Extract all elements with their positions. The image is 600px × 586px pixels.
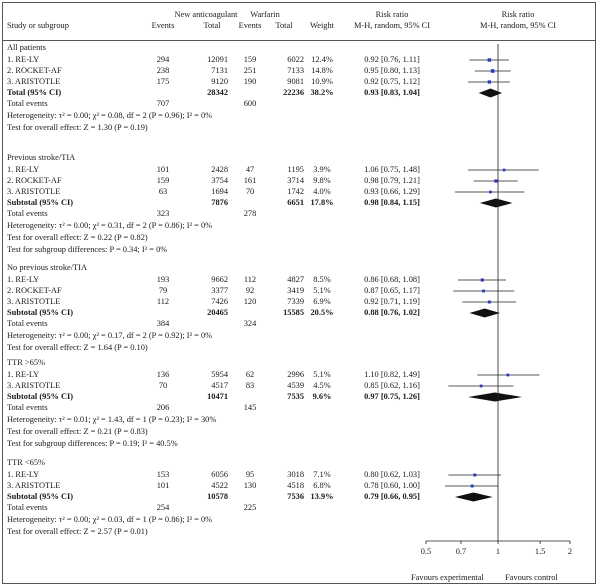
weight-value: 9.8% xyxy=(313,176,331,185)
header-warfarin-total: Total xyxy=(275,21,293,30)
study-name: 2. ROCKET-AF xyxy=(7,176,62,185)
warfarin-total-value: 3018 xyxy=(287,470,304,479)
warfarin-total-value: 4518 xyxy=(287,481,304,490)
weight-value: 5.1% xyxy=(313,370,331,379)
subtotal-ci: 0.88 [0.76, 1.02] xyxy=(364,308,420,317)
study-name: 3. ARISTOTLE xyxy=(7,297,61,306)
x-axis-tick-label: 1.5 xyxy=(534,547,546,556)
header-study-column: Study or subgroup xyxy=(7,21,69,30)
subtotal-label: Subtotal (95% CI) xyxy=(7,392,74,401)
weight-value: 4.5% xyxy=(313,381,331,390)
subgroup-heading: No previous stroke/TIA xyxy=(7,263,88,272)
subtotal-new-total: 20465 xyxy=(207,308,228,317)
warfarin-events-value: 95 xyxy=(245,470,255,479)
warfarin-total-value: 1742 xyxy=(287,187,304,196)
header-new-anticoagulant: New anticoagulant xyxy=(174,10,238,19)
header-risk-ratio-method: M-H, random, 95% CI xyxy=(353,21,431,30)
study-name: 1. RE-LY xyxy=(7,165,40,174)
statistics-note: Heterogeneity: τ² = 0.01; χ² = 1.43, df = 1 (P = 0.23); I² = 30% xyxy=(7,415,217,424)
study-name: 3. ARISTOTLE xyxy=(7,481,61,490)
subtotal-warfarin-total: 22236 xyxy=(283,88,304,97)
new-total-value: 6056 xyxy=(211,470,228,479)
study-name: 3. ARISTOTLE xyxy=(7,381,61,390)
study-point xyxy=(488,301,491,304)
total-events-new: 384 xyxy=(156,319,170,328)
new-total-value: 4522 xyxy=(211,481,228,490)
risk-ratio-ci-value: 0.92 [0.75, 1.12] xyxy=(364,77,420,86)
study-name: 1. RE-LY xyxy=(7,370,40,379)
subtotal-warfarin-total: 7535 xyxy=(287,392,304,401)
subtotal-label: Subtotal (95% CI) xyxy=(7,198,74,207)
new-total-value: 7131 xyxy=(211,66,228,75)
subtotal-weight: 13.9% xyxy=(310,492,334,501)
warfarin-events-value: 62 xyxy=(245,370,255,379)
warfarin-events-value: 112 xyxy=(243,275,257,284)
risk-ratio-ci-value: 0.92 [0.71, 1.19] xyxy=(364,297,420,306)
warfarin-total-value: 3714 xyxy=(287,176,304,185)
total-events-warfarin: 145 xyxy=(243,403,257,412)
new-total-value: 9120 xyxy=(211,77,228,86)
weight-value: 7.1% xyxy=(313,470,331,479)
new-total-value: 12091 xyxy=(207,55,228,64)
study-name: 2. ROCKET-AF xyxy=(7,286,62,295)
favours-control-label: Favours control xyxy=(505,573,558,582)
subtotal-new-total: 7876 xyxy=(211,198,228,207)
subtotal-warfarin-total: 6651 xyxy=(287,198,304,207)
risk-ratio-ci-value: 0.86 [0.68, 1.08] xyxy=(364,275,420,284)
total-events-label: Total events xyxy=(7,209,48,218)
risk-ratio-ci-value: 0.87 [0.65, 1.17] xyxy=(364,286,420,295)
subtotal-weight: 17.8% xyxy=(310,198,334,207)
weight-value: 8.5% xyxy=(313,275,331,284)
subtotal-new-total: 10471 xyxy=(207,392,228,401)
subtotal-weight: 20.5% xyxy=(310,308,334,317)
study-point xyxy=(480,385,483,388)
warfarin-events-value: 130 xyxy=(243,481,257,490)
new-total-value: 1694 xyxy=(211,187,228,196)
risk-ratio-ci-value: 0.78 [0.60, 1.00] xyxy=(364,481,420,490)
x-axis-tick-label: 1 xyxy=(495,547,501,556)
statistics-note: Heterogeneity: τ² = 0.00; χ² = 0.17, df = 2 (P = 0.92); I² = 0% xyxy=(7,331,213,340)
new-total-value: 5954 xyxy=(211,370,228,379)
pooled-diamond xyxy=(479,89,502,98)
warfarin-total-value: 7339 xyxy=(287,297,304,306)
statistics-note: Test for subgroup differences: P = 0.19; I² = 40.5% xyxy=(7,439,178,448)
weight-value: 4.0% xyxy=(313,187,331,196)
risk-ratio-ci-value: 0.98 [0.79, 1.21] xyxy=(364,176,420,185)
new-total-value: 9662 xyxy=(211,275,228,284)
total-events-label: Total events xyxy=(7,503,48,512)
statistics-note: Test for overall effect: Z = 0.22 (P = 0.82) xyxy=(7,233,148,242)
warfarin-events-value: 190 xyxy=(243,77,257,86)
subgroup-heading: All patients xyxy=(7,43,46,52)
subtotal-label: Total (95% CI) xyxy=(7,88,62,97)
new-total-value: 3754 xyxy=(211,176,228,185)
favours-experimental-label: Favours experimental xyxy=(411,573,484,582)
risk-ratio-ci-value: 0.85 [0.62, 1.16] xyxy=(364,381,420,390)
header-plot-risk-ratio: Risk ratio xyxy=(501,10,535,19)
statistics-note: Heterogeneity: τ² = 0.00; χ² = 0.31, df = 2 (P = 0.86); I² = 0% xyxy=(7,221,213,230)
new-events-value: 112 xyxy=(156,297,170,306)
new-events-value: 238 xyxy=(156,66,170,75)
study-point xyxy=(506,374,509,377)
x-axis-tick-label: 0.7 xyxy=(455,547,467,556)
pooled-diamond xyxy=(469,309,500,318)
warfarin-total-value: 7133 xyxy=(287,66,304,75)
subgroup-heading: TTR <65% xyxy=(7,458,45,467)
new-events-value: 175 xyxy=(156,77,170,86)
new-events-value: 63 xyxy=(158,187,168,196)
total-events-warfarin: 324 xyxy=(243,319,257,328)
statistics-note: Test for overall effect: Z = 1.64 (P = 0.10) xyxy=(7,343,148,352)
total-events-new: 323 xyxy=(156,209,170,218)
header-plot-method: M-H, random, 95% CI xyxy=(479,21,557,30)
warfarin-events-value: 159 xyxy=(243,55,257,64)
study-point xyxy=(482,290,485,293)
header-weight: Weight xyxy=(310,21,334,30)
statistics-note: Heterogeneity: τ² = 0.00; χ² = 0.03, df = 1 (P = 0.86); I² = 0% xyxy=(7,515,213,524)
warfarin-total-value: 2996 xyxy=(287,370,304,379)
risk-ratio-ci-value: 0.80 [0.62, 1.03] xyxy=(364,470,420,479)
total-events-label: Total events xyxy=(7,403,48,412)
statistics-note: Test for overall effect: Z = 0.21 (P = 0.83) xyxy=(7,427,148,436)
warfarin-total-value: 4539 xyxy=(287,381,304,390)
total-events-new: 206 xyxy=(156,403,170,412)
pooled-diamond xyxy=(455,493,493,502)
total-events-warfarin: 278 xyxy=(243,209,257,218)
subgroup-heading: Previous stroke/TIA xyxy=(7,153,76,162)
weight-value: 14.8% xyxy=(311,66,333,75)
study-point xyxy=(494,179,497,182)
header-warfarin-events: Events xyxy=(238,21,262,30)
risk-ratio-ci-value: 0.95 [0.80, 1.13] xyxy=(364,66,420,75)
total-events-new: 707 xyxy=(156,99,170,108)
weight-value: 3.9% xyxy=(313,165,331,174)
study-point xyxy=(488,58,491,61)
warfarin-total-value: 3419 xyxy=(287,286,304,295)
subtotal-ci: 0.79 [0.66, 0.95] xyxy=(364,492,420,501)
warfarin-events-value: 161 xyxy=(243,176,257,185)
header-warfarin: Warfarin xyxy=(250,10,280,19)
total-events-new: 254 xyxy=(156,503,170,512)
subtotal-ci: 0.98 [0.84, 1.15] xyxy=(364,198,420,207)
warfarin-total-value: 9081 xyxy=(287,77,304,86)
new-total-value: 3377 xyxy=(211,286,228,295)
new-total-value: 2428 xyxy=(211,165,228,174)
risk-ratio-ci-value: 0.92 [0.76, 1.11] xyxy=(364,55,420,64)
subtotal-label: Subtotal (95% CI) xyxy=(7,492,74,501)
study-name: 1. RE-LY xyxy=(7,275,40,284)
warfarin-events-value: 83 xyxy=(245,381,255,390)
statistics-note: Test for subgroup differences: P = 0.34; I² = 0% xyxy=(7,245,168,254)
pooled-diamond xyxy=(468,393,522,402)
warfarin-total-value: 6022 xyxy=(287,55,304,64)
study-point xyxy=(489,191,492,194)
new-events-value: 79 xyxy=(158,286,168,295)
new-events-value: 70 xyxy=(158,381,168,390)
study-point xyxy=(488,80,491,83)
total-events-label: Total events xyxy=(7,319,48,328)
warfarin-events-value: 92 xyxy=(245,286,255,295)
subtotal-ci: 0.93 [0.83, 1.04] xyxy=(364,88,420,97)
warfarin-events-value: 251 xyxy=(243,66,257,75)
new-events-value: 153 xyxy=(156,470,170,479)
header-risk-ratio: Risk ratio xyxy=(375,10,409,19)
new-events-value: 159 xyxy=(156,176,170,185)
new-total-value: 7426 xyxy=(211,297,228,306)
risk-ratio-ci-value: 1.06 [0.75, 1.48] xyxy=(364,165,420,174)
subtotal-warfarin-total: 15585 xyxy=(283,308,304,317)
statistics-note: Test for overall effect: Z = 1.30 (P = 0.19) xyxy=(7,123,148,132)
statistics-note: Heterogeneity: τ² = 0.00; χ² = 0.08, df = 2 (P = 0.96); I² = 0% xyxy=(7,111,213,120)
subtotal-weight: 38.2% xyxy=(310,88,334,97)
subtotal-weight: 9.6% xyxy=(312,392,332,401)
warfarin-events-value: 70 xyxy=(245,187,255,196)
new-events-value: 101 xyxy=(156,481,170,490)
warfarin-events-value: 47 xyxy=(245,165,255,174)
subgroup-heading: TTR >65% xyxy=(7,358,45,367)
risk-ratio-ci-value: 1.10 [0.82, 1.49] xyxy=(364,370,420,379)
new-total-value: 4517 xyxy=(211,381,228,390)
pooled-diamond xyxy=(480,199,513,208)
warfarin-total-value: 1195 xyxy=(287,165,304,174)
study-point xyxy=(491,69,495,73)
total-events-label: Total events xyxy=(7,99,48,108)
weight-value: 5.1% xyxy=(313,286,331,295)
new-events-value: 136 xyxy=(156,370,170,379)
weight-value: 6.8% xyxy=(313,481,331,490)
study-name: 1. RE-LY xyxy=(7,55,40,64)
weight-value: 6.9% xyxy=(313,297,331,306)
weight-value: 10.9% xyxy=(311,77,333,86)
study-point xyxy=(481,278,484,281)
statistics-note: Test for overall effect: Z = 2.57 (P = 0.01) xyxy=(7,527,148,536)
warfarin-total-value: 4827 xyxy=(287,275,304,284)
new-events-value: 294 xyxy=(156,55,170,64)
header-new-total: Total xyxy=(203,21,221,30)
weight-value: 12.4% xyxy=(311,55,333,64)
study-name: 2. ROCKET-AF xyxy=(7,66,62,75)
study-point xyxy=(473,474,476,477)
new-events-value: 193 xyxy=(156,275,170,284)
study-name: 1. RE-LY xyxy=(7,470,40,479)
warfarin-events-value: 120 xyxy=(243,297,257,306)
subtotal-label: Subtotal (95% CI) xyxy=(7,308,74,317)
total-events-warfarin: 225 xyxy=(243,503,257,512)
subtotal-new-total: 10578 xyxy=(207,492,228,501)
new-events-value: 101 xyxy=(156,165,170,174)
x-axis-tick-label: 2 xyxy=(567,547,573,556)
study-point xyxy=(471,485,474,488)
subtotal-warfarin-total: 7536 xyxy=(287,492,304,501)
study-name: 3. ARISTOTLE xyxy=(7,187,61,196)
x-axis-tick-label: 0.5 xyxy=(420,547,432,556)
subtotal-ci: 0.97 [0.75, 1.26] xyxy=(364,392,420,401)
subtotal-new-total: 28342 xyxy=(207,88,228,97)
header-new-events: Events xyxy=(151,21,175,30)
risk-ratio-ci-value: 0.93 [0.66, 1.29] xyxy=(364,187,420,196)
study-point xyxy=(503,169,506,172)
total-events-warfarin: 600 xyxy=(243,99,257,108)
study-name: 3. ARISTOTLE xyxy=(7,77,61,86)
